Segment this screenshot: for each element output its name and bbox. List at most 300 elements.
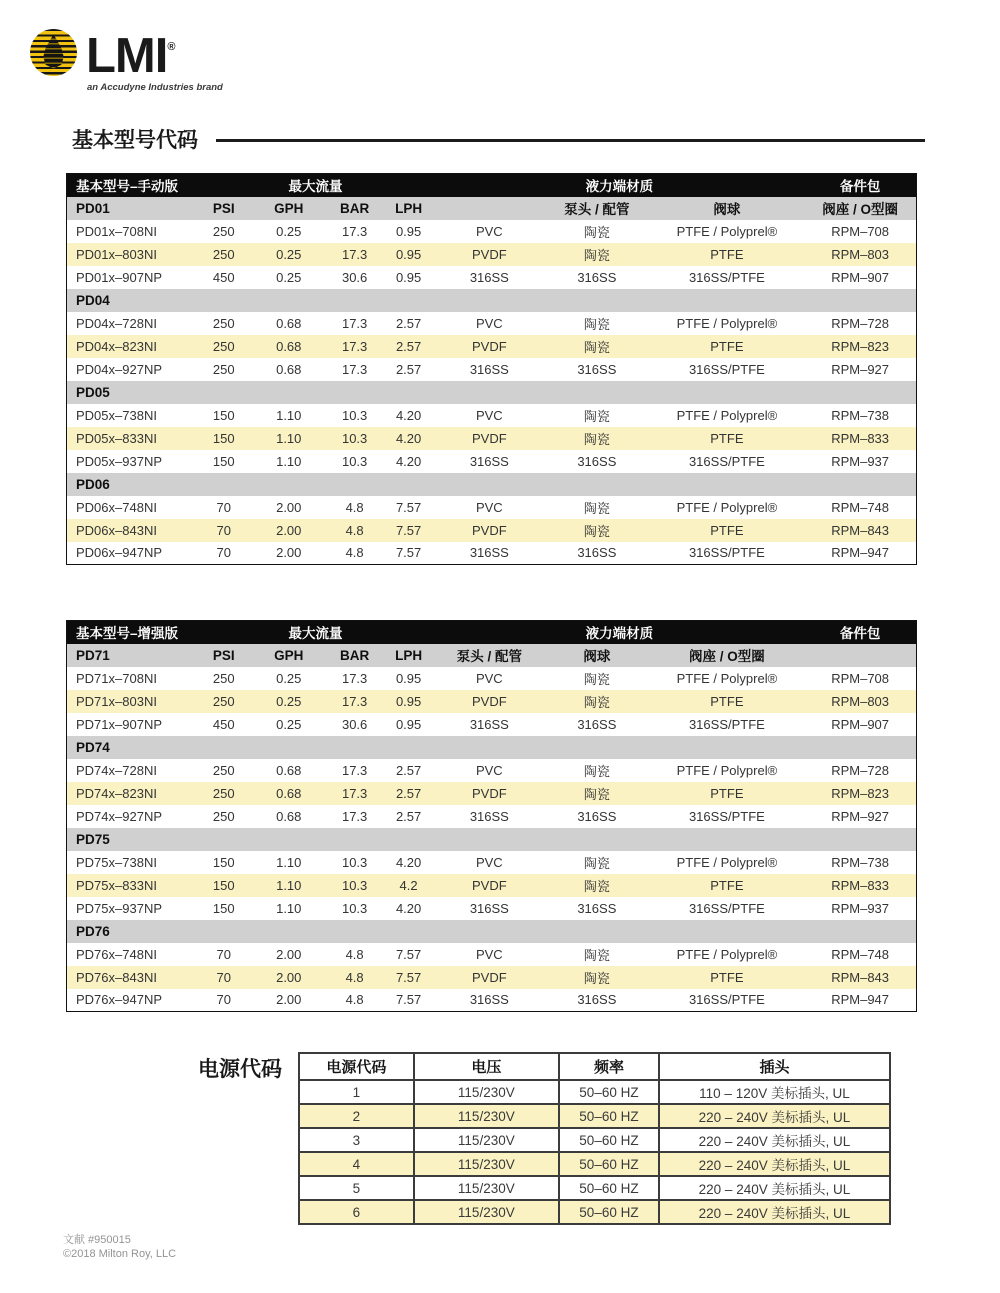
table-header: 液力端材质 [435,621,805,644]
model-cell: PD71x–907NP [76,716,162,732]
model-cell: PD76x–748NI [76,946,157,962]
model-cell: PD06x–947NP [76,545,162,561]
value-cell: 115/230V [414,1176,559,1200]
value-cell: 陶瓷 [544,874,649,897]
value-cell: RPM–937 [831,453,890,469]
value-cell: PVDF [435,874,545,897]
model-cell: PD74x–728NI [76,762,157,778]
value-cell: 1.10 [276,900,302,916]
column-header: LPH [383,197,435,220]
value-cell: 316SS [469,453,509,469]
column-header: LPH [383,644,435,667]
value-cell: 450 [212,716,235,732]
table-header: 基本型号–手动版 [67,174,197,197]
table-row [67,874,917,897]
column-header: PD71 [67,644,197,667]
value-cell: 1.10 [276,453,302,469]
value-cell: 陶瓷 [583,408,610,424]
group-label: PD75 [67,828,917,851]
value-cell: PVC [475,407,503,423]
value-cell: PTFE / Polyprel® [676,670,778,686]
value-cell: 150 [212,900,235,916]
table-row [67,427,917,450]
model-cell: PD05x–738NI [76,407,157,423]
value-cell: PVC [475,499,503,515]
value-cell: 4.20 [395,453,422,469]
value-cell: 2.57 [395,762,422,778]
page-footer [63,1233,176,1261]
value-cell: 2.00 [276,499,302,515]
value-cell: 陶瓷 [544,335,649,358]
value-cell: 250 [212,361,235,377]
value-cell: 115/230V [414,1128,559,1152]
value-cell: 7.57 [395,946,422,962]
column-header: 泵头 / 配管 [544,197,649,220]
column-header: BAR [327,644,383,667]
model-cell: PD04x–927NP [76,361,162,377]
brand-tagline: an Accudyne Industries brand [87,82,223,93]
value-cell: 2.57 [395,315,422,331]
table-header: 基本型号–增强版 [67,621,197,644]
value-cell: 316SS [577,716,617,732]
column-header [804,644,916,667]
value-cell: 4.2 [383,874,435,897]
value-cell: 0.95 [395,269,422,285]
value-cell: 316SS [577,808,617,824]
value-cell: 450 [212,269,235,285]
group-label: PD76 [67,920,917,943]
group-band-row [67,828,917,851]
value-cell: 115/230V [414,1200,559,1224]
value-cell: 0.95 [383,690,435,713]
column-header: PSI [197,197,251,220]
table-row [299,1152,890,1176]
value-cell: RPM–728 [831,315,890,331]
value-cell: 150 [197,874,251,897]
value-cell: PTFE [650,966,805,989]
value-cell: 30.6 [341,716,368,732]
column-header: 泵头 / 配管 [435,644,545,667]
column-header-row [67,644,917,667]
value-cell: 2.00 [251,966,327,989]
column-header: PSI [197,644,251,667]
group-band-row [67,473,917,496]
section-title: 基本型号代码 [72,129,198,152]
value-cell: 10.3 [341,453,368,469]
table-row [67,519,917,542]
value-cell: 2.57 [383,782,435,805]
table-header: 最大流量 [197,174,435,197]
value-cell: 316SS/PTFE [688,545,765,561]
value-cell: 17.3 [341,223,368,239]
table-row [299,1080,890,1104]
value-cell: PVC [475,946,503,962]
value-cell: PTFE / Polyprel® [676,946,778,962]
value-cell: 陶瓷 [583,855,610,871]
value-cell: 1.10 [276,854,302,870]
value-cell: PVC [475,670,503,686]
value-cell: 316SS/PTFE [688,900,765,916]
value-cell: 0.25 [251,690,327,713]
model-cell: PD75x–833NI [67,874,197,897]
value-cell: 316SS [469,269,509,285]
model-cell: PD05x–833NI [67,427,197,450]
column-header-row [67,197,917,220]
value-cell: 17.3 [327,243,383,266]
column-header: 频率 [559,1053,659,1080]
value-cell: 250 [212,315,235,331]
value-cell: 4.8 [345,499,364,515]
table-row [299,1104,890,1128]
value-cell: 17.3 [327,335,383,358]
droplet-icon [40,35,67,69]
table-row [67,496,917,519]
group-label: PD06 [67,473,917,496]
value-cell: 17.3 [327,782,383,805]
value-cell: 150 [212,453,235,469]
value-cell: 陶瓷 [544,966,649,989]
column-header: 插头 [659,1053,890,1080]
lmi-logo [30,25,223,93]
value-cell: 220 – 240V 美标插头, UL [659,1104,890,1128]
value-cell: 316SS/PTFE [688,808,765,824]
value-cell: 0.95 [395,716,422,732]
value-cell: 220 – 240V 美标插头, UL [659,1152,890,1176]
value-cell: RPM–927 [831,808,890,824]
group-label: PD04 [67,289,917,312]
lmi-wordmark [86,25,176,83]
value-cell: 陶瓷 [583,316,610,332]
value-cell: 2.57 [383,335,435,358]
value-cell: 0.68 [251,335,327,358]
column-header: 阀座 / O型圈 [650,644,805,667]
value-cell: 0.68 [276,762,302,778]
table-row [67,690,917,713]
group-band-row [67,736,917,759]
model-cell: PD06x–843NI [67,519,197,542]
value-cell: 0.68 [276,315,302,331]
value-cell: 70 [197,519,251,542]
value-cell: 250 [212,223,235,239]
table-title-row [67,174,917,197]
value-cell: PTFE / Polyprel® [676,315,778,331]
value-cell: 316SS [577,900,617,916]
value-cell: 7.57 [395,499,422,515]
value-cell: 250 [212,762,235,778]
value-cell: 150 [212,854,235,870]
table-row [67,243,917,266]
value-cell: 陶瓷 [583,224,610,240]
table-row [67,782,917,805]
value-cell: 10.3 [327,874,383,897]
value-cell: 7.57 [383,519,435,542]
value-cell: PTFE / Polyprel® [676,407,778,423]
model-cell: PD71x–708NI [76,670,157,686]
value-cell: 陶瓷 [544,243,649,266]
manual-models-table [66,173,917,565]
value-cell: 2.00 [276,946,302,962]
value-cell: 10.3 [341,900,368,916]
value-cell: 316SS/PTFE [688,269,765,285]
value-cell: 0.25 [276,716,302,732]
value-cell: 316SS/PTFE [688,992,765,1008]
lmi-logo-icon [30,29,77,76]
value-cell: 0.95 [383,243,435,266]
value-cell: 陶瓷 [544,690,649,713]
value-cell: PVDF [435,427,545,450]
value-cell: RPM–833 [804,427,916,450]
value-cell: 70 [197,966,251,989]
value-cell: 316SS [469,361,509,377]
value-cell: PVC [475,762,503,778]
table-row [67,897,917,920]
value-cell: 0.95 [395,670,422,686]
value-cell: PTFE / Polyprel® [676,223,778,239]
group-band-row [67,289,917,312]
column-header: 电源代码 [299,1053,414,1080]
value-cell: 0.25 [276,269,302,285]
value-cell: 250 [197,335,251,358]
value-cell: 70 [216,992,231,1008]
value-cell: PTFE [650,335,805,358]
table-row [67,404,917,427]
value-cell: 0.95 [395,223,422,239]
value-cell: 250 [197,243,251,266]
value-cell: 4.20 [395,900,422,916]
value-cell: 陶瓷 [583,671,610,687]
table-row [299,1200,890,1224]
value-cell: RPM–738 [831,854,890,870]
column-header: 阀球 [544,644,649,667]
value-cell: 2.00 [276,992,302,1008]
value-cell: 316SS [469,716,509,732]
table-row [67,851,917,874]
value-cell: PVDF [435,966,545,989]
value-cell: 50–60 HZ [559,1200,659,1224]
value-cell: 316SS [577,545,617,561]
value-cell: 316SS [469,900,509,916]
value-cell: RPM–823 [804,782,916,805]
table-row [299,1176,890,1200]
value-cell: PVC [475,223,503,239]
model-cell: PD04x–728NI [76,315,157,331]
column-header: GPH [251,197,327,220]
value-cell: 0.25 [276,223,302,239]
table-row [67,667,917,690]
value-cell: RPM–947 [831,545,890,561]
value-cell: 220 – 240V 美标插头, UL [659,1128,890,1152]
table-row [67,358,917,381]
value-cell: 4.20 [395,854,422,870]
value-cell: PVC [475,315,503,331]
value-cell: RPM–843 [804,519,916,542]
table-row [67,713,917,736]
table-row [67,805,917,828]
value-cell: 316SS/PTFE [688,716,765,732]
value-cell: 10.3 [341,854,368,870]
value-cell: 17.3 [341,762,368,778]
value-cell: 50–60 HZ [559,1176,659,1200]
value-cell: PVDF [435,782,545,805]
value-cell: 4.8 [345,946,364,962]
model-cell: PD76x–947NP [76,992,162,1008]
value-cell: 30.6 [341,269,368,285]
value-cell: 2 [299,1104,414,1128]
value-cell: 4 [299,1152,414,1176]
value-cell: 4.20 [383,427,435,450]
model-cell: PD05x–937NP [76,453,162,469]
group-band-row [67,920,917,943]
table-row [67,335,917,358]
value-cell: 陶瓷 [544,427,649,450]
value-cell: 250 [197,782,251,805]
model-cell: PD06x–748NI [76,499,157,515]
value-cell: 0.68 [276,361,302,377]
model-cell: PD04x–823NI [67,335,197,358]
value-cell: 10.3 [327,427,383,450]
value-cell: PVDF [435,243,545,266]
value-cell: RPM–708 [831,223,890,239]
value-cell: 4.8 [327,519,383,542]
value-cell: 316SS [577,453,617,469]
value-cell: RPM–907 [831,716,890,732]
section-title-row [72,124,925,154]
value-cell: 陶瓷 [583,500,610,516]
value-cell: 17.3 [341,808,368,824]
value-cell: 316SS/PTFE [688,361,765,377]
value-cell: 7.57 [395,992,422,1008]
value-cell: 250 [212,670,235,686]
value-cell: 2.00 [251,519,327,542]
value-cell: RPM–748 [831,946,890,962]
model-cell: PD01x–907NP [76,269,162,285]
value-cell: 316SS [469,545,509,561]
value-cell: 316SS [469,808,509,824]
table-header: 备件包 [804,621,916,644]
group-label: PD05 [67,381,917,404]
value-cell: PTFE / Polyprel® [676,762,778,778]
value-cell: PTFE [650,243,805,266]
value-cell: 陶瓷 [583,763,610,779]
title-rule [216,139,925,142]
value-cell: 1 [299,1080,414,1104]
value-cell: 2.00 [276,545,302,561]
power-codes-section [198,1052,891,1225]
value-cell: 17.3 [341,361,368,377]
column-header: 电压 [414,1053,559,1080]
value-cell: 115/230V [414,1152,559,1176]
value-cell: PTFE / Polyprel® [676,499,778,515]
table-row [67,966,917,989]
value-cell: RPM–803 [804,243,916,266]
value-cell: 7.57 [395,545,422,561]
power-codes-title: 电源代码 [198,1058,282,1081]
column-header: PD01 [67,197,197,220]
value-cell: 2.57 [395,808,422,824]
value-cell: 115/230V [414,1080,559,1104]
table-row [67,266,917,289]
value-cell: RPM–947 [831,992,890,1008]
table-row [67,312,917,335]
value-cell: 316SS [469,992,509,1008]
model-cell: PD75x–937NP [76,900,162,916]
value-cell: 4.8 [327,966,383,989]
value-cell: 6 [299,1200,414,1224]
value-cell: RPM–823 [804,335,916,358]
value-cell: 50–60 HZ [559,1128,659,1152]
value-cell: 50–60 HZ [559,1080,659,1104]
column-header [435,197,545,220]
value-cell: PTFE [650,519,805,542]
value-cell: 0.68 [276,808,302,824]
table-row [67,759,917,782]
value-cell: 2.57 [395,361,422,377]
model-cell: PD74x–927NP [76,808,162,824]
value-cell: 150 [212,407,235,423]
value-cell: 316SS/PTFE [688,453,765,469]
table-header: 备件包 [804,174,916,197]
value-cell: RPM–907 [831,269,890,285]
power-codes-table [298,1052,891,1225]
group-label: PD74 [67,736,917,759]
value-cell: 0.68 [251,782,327,805]
model-cell: PD01x–803NI [67,243,197,266]
value-cell: PTFE [650,427,805,450]
model-cell: PD75x–738NI [76,854,157,870]
value-cell: 4.20 [395,407,422,423]
value-cell: 250 [212,808,235,824]
table-row [299,1128,890,1152]
value-cell: 50–60 HZ [559,1152,659,1176]
table-row [67,989,917,1012]
registered-mark: ® [167,41,176,53]
column-header: BAR [327,197,383,220]
value-cell: RPM–937 [831,900,890,916]
enhanced-models-table [66,620,917,1012]
group-band-row [67,381,917,404]
value-cell: 17.3 [327,690,383,713]
value-cell: 150 [197,427,251,450]
model-cell: PD01x–708NI [76,223,157,239]
value-cell: 5 [299,1176,414,1200]
copyright-line: ©2018 Milton Roy, LLC [63,1248,177,1260]
model-cell: PD74x–823NI [67,782,197,805]
value-cell: 50–60 HZ [559,1104,659,1128]
lmi-wordmark-text: LMI [86,29,168,83]
value-cell: PVDF [435,519,545,542]
value-cell: 0.25 [276,670,302,686]
value-cell: PVDF [435,335,545,358]
value-cell: RPM–708 [831,670,890,686]
value-cell: 0.25 [251,243,327,266]
value-cell: 4.8 [345,545,364,561]
value-cell: 115/230V [414,1104,559,1128]
value-cell: PVDF [435,690,545,713]
value-cell: RPM–843 [804,966,916,989]
value-cell: 220 – 240V 美标插头, UL [659,1176,890,1200]
value-cell: 316SS [577,361,617,377]
value-cell: RPM–803 [804,690,916,713]
value-cell: RPM–748 [831,499,890,515]
column-header-row [299,1053,890,1080]
column-header: GPH [251,644,327,667]
value-cell: PTFE [650,874,805,897]
value-cell: PTFE / Polyprel® [676,854,778,870]
table-row [67,943,917,966]
value-cell: 17.3 [341,670,368,686]
table-row [67,450,917,473]
value-cell: RPM–927 [831,361,890,377]
